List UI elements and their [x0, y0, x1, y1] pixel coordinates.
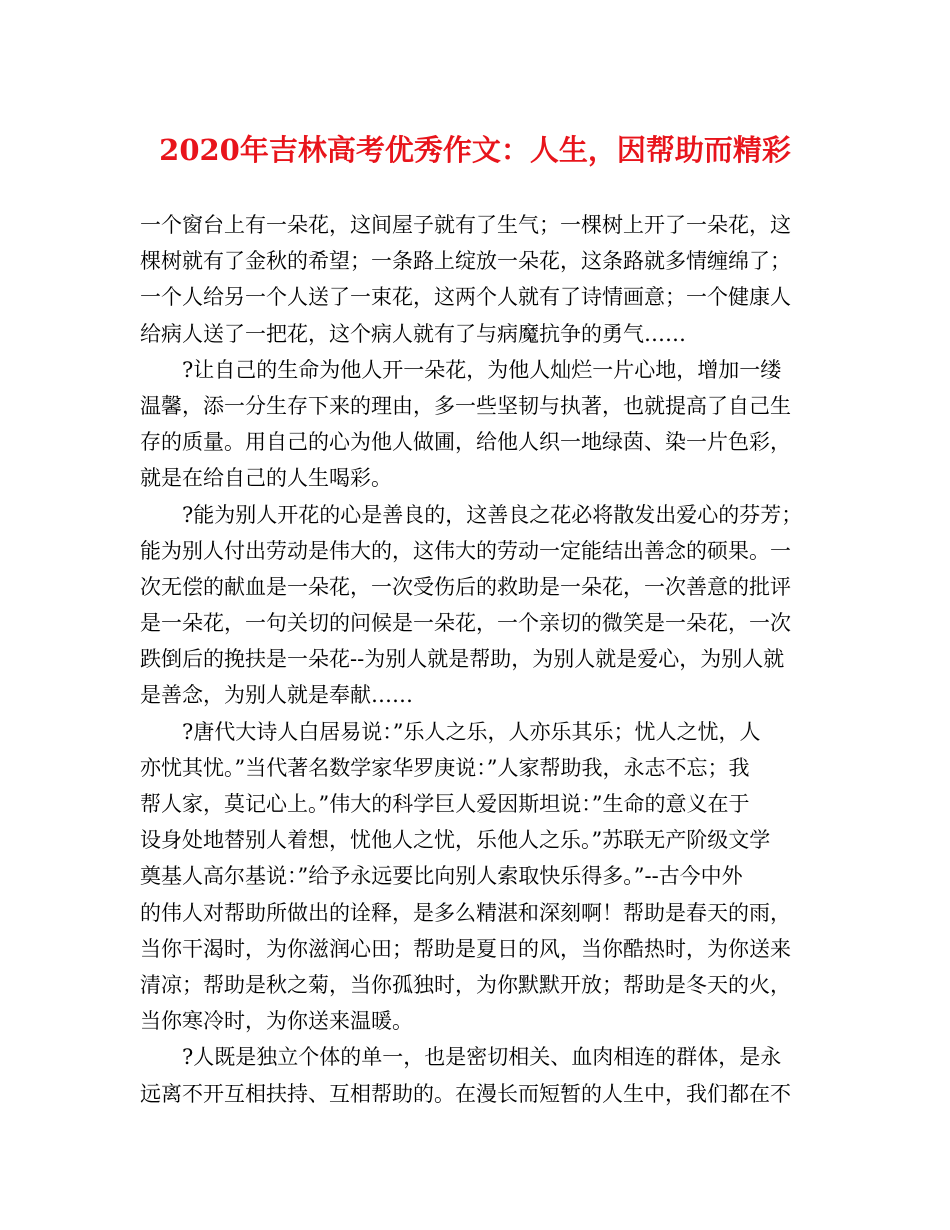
text-line: 亦忧其忧。”当代著名数学家华罗庚说：”人家帮助我，永志不忘；我 — [140, 755, 750, 780]
text-line: 次无偿的献血是一朵花，一次受伤后的救助是一朵花，一次善意的批评 — [140, 574, 791, 599]
text-line: ?唐代大诗人白居易说：”乐人之乐，人亦乐其乐；忧人之忧，人 — [182, 719, 761, 744]
text-line: 棵树就有了金秋的希望；一条路上绽放一朵花，这条路就多情缠绵了； — [140, 249, 791, 274]
text-line: 能为别人付出劳动是伟大的，这伟大的劳动一定能结出善念的硕果。一 — [140, 538, 791, 563]
text-line: 存的质量。用自己的心为他人做圃，给他人织一地绿茵、染一片色彩， — [140, 430, 791, 455]
text-line: 当你干渴时，为你滋润心田；帮助是夏日的风，当你酷热时，为你送来 — [140, 936, 791, 961]
text-line: 清凉；帮助是秋之菊，当你孤独时，为你默默开放；帮助是冬天的火， — [140, 972, 791, 997]
text-line: ?能为别人开花的心是善良的，这善良之花必将散发出爱心的芬芳； — [182, 502, 803, 527]
text-line: 当你寒冷时，为你送来温暖。 — [140, 1009, 413, 1034]
text-line: ?人既是独立个体的单一，也是密切相关、血肉相连的群体，是永 — [182, 1045, 782, 1070]
text-line: ?让自己的生命为他人开一朵花，为他人灿烂一片心地，增加一缕 — [182, 357, 782, 382]
text-line: 的伟人对帮助所做出的诠释，是多么精湛和深刻啊！帮助是春天的雨， — [140, 900, 791, 925]
document-title: 2020年吉林高考优秀作文：人生，因帮助而精彩 — [159, 133, 791, 167]
text-line: 温馨，添一分生存下来的理由，多一些坚韧与执著，也就提高了自己生 — [140, 393, 791, 418]
text-line: 给病人送了一把花，这个病人就有了与病魔抗争的勇气…… — [140, 321, 686, 346]
text-line: 远离不开互相扶持、互相帮助的。在漫长而短暂的人生中，我们都在不 — [140, 1081, 791, 1106]
text-line: 一个人给另一个人送了一束花，这两个人就有了诗情画意；一个健康人 — [140, 285, 791, 310]
document-body — [140, 207, 830, 1112]
text-line: 跌倒后的挽扶是一朵花--为别人就是帮助，为别人就是爱心，为别人就 — [140, 647, 785, 672]
text-line: 就是在给自己的人生喝彩。 — [140, 466, 392, 491]
text-line: 是善念，为别人就是奉献…… — [140, 683, 413, 708]
text-line: 帮人家，莫记心上。”伟大的科学巨人爱因斯坦说：”生命的意义在于 — [140, 792, 750, 816]
text-line: 奠基人高尔基说：”给予永远要比向别人索取快乐得多。”--古今中外 — [140, 864, 743, 889]
text-line: 是一朵花，一句关切的问候是一朵花，一个亲切的微笑是一朵花，一次 — [140, 611, 791, 636]
text-line: 设身处地替别人着想，忧他人之忧，乐他人之乐。”苏联无产阶级文学 — [140, 828, 771, 853]
text-line: 一个窗台上有一朵花，这间屋子就有了生气；一棵树上开了一朵花，这 — [140, 213, 791, 237]
